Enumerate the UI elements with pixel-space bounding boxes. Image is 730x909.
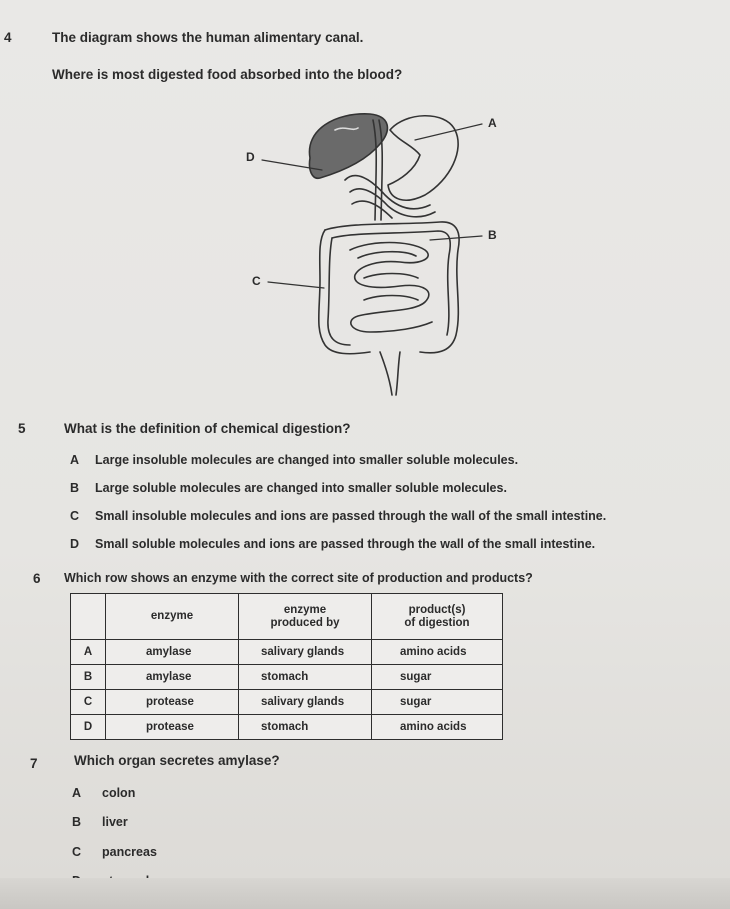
q7-number: 7 (30, 756, 38, 771)
row-letter: D (71, 715, 106, 740)
q4-stem: The diagram shows the human alimentary canal. (52, 30, 364, 45)
header-enzyme: enzyme (106, 594, 239, 640)
row-produced-by: stomach (239, 665, 372, 690)
header-blank (71, 594, 106, 640)
row-product: sugar (372, 665, 503, 690)
label-b: B (488, 228, 497, 242)
q4-question: Where is most digested food absorbed into the blood? (52, 67, 403, 82)
q5-option-b-text: Large soluble molecules are changed into smaller soluble molecules. (95, 481, 507, 495)
header-products (372, 594, 503, 640)
alimentary-canal-diagram (240, 100, 530, 400)
label-a: A (488, 116, 497, 130)
row-enzyme: amylase (106, 640, 239, 665)
table-header-row (71, 594, 503, 640)
row-produced-by: stomach (239, 715, 372, 740)
header-produced-by (239, 594, 372, 640)
table-row (71, 640, 503, 665)
q4-number: 4 (4, 30, 12, 45)
q7-option-a-text: colon (102, 786, 136, 800)
q5-question: What is the definition of chemical digestion? (64, 421, 351, 436)
row-produced-by: salivary glands (239, 690, 372, 715)
table-row (71, 690, 503, 715)
q7-option-b-text: liver (102, 815, 128, 829)
table-row (71, 715, 503, 740)
row-enzyme: amylase (106, 665, 239, 690)
q7-option-b-letter: B (72, 815, 82, 829)
row-letter: A (71, 640, 106, 665)
header-produced-by-line1: enzyme (283, 603, 327, 616)
row-letter: C (71, 690, 106, 715)
q5-option-a-letter: A (70, 453, 80, 467)
q5-option-d-letter: D (70, 537, 80, 551)
row-enzyme: protease (106, 690, 239, 715)
q5-option-a-text: Large insoluble molecules are changed into smaller soluble molecules. (95, 453, 519, 467)
q5-option-d-text: Small soluble molecules and ions are passed through the wall of the small intestine. (95, 537, 596, 551)
q7-question: Which organ secretes amylase? (74, 753, 280, 768)
header-products-line2: of digestion (404, 616, 470, 629)
page-bottom-shadow (0, 878, 730, 909)
q5-option-c-text: Small insoluble molecules and ions are passed through the wall of the small intestine. (95, 509, 607, 523)
q7-option-c-text: pancreas (102, 845, 157, 859)
q7-option-c-letter: C (72, 845, 82, 859)
q5-option-c-letter: C (70, 509, 80, 523)
table-row (71, 665, 503, 690)
label-c: C (252, 274, 261, 288)
row-letter: B (71, 665, 106, 690)
q6-number: 6 (33, 571, 41, 586)
row-product: amino acids (372, 640, 503, 665)
q6-question: Which row shows an enzyme with the correct site of production and products? (64, 571, 533, 585)
row-produced-by: salivary glands (239, 640, 372, 665)
q6-table (70, 593, 503, 740)
header-produced-by-line2: produced by (270, 616, 340, 629)
q7-option-a-letter: A (72, 786, 82, 800)
row-enzyme: protease (106, 715, 239, 740)
q5-option-b-letter: B (70, 481, 80, 495)
q5-number: 5 (18, 421, 26, 436)
alimentary-canal-drawing (240, 100, 530, 400)
label-d: D (246, 150, 255, 164)
row-product: amino acids (372, 715, 503, 740)
row-product: sugar (372, 690, 503, 715)
header-products-line1: product(s) (408, 603, 466, 616)
